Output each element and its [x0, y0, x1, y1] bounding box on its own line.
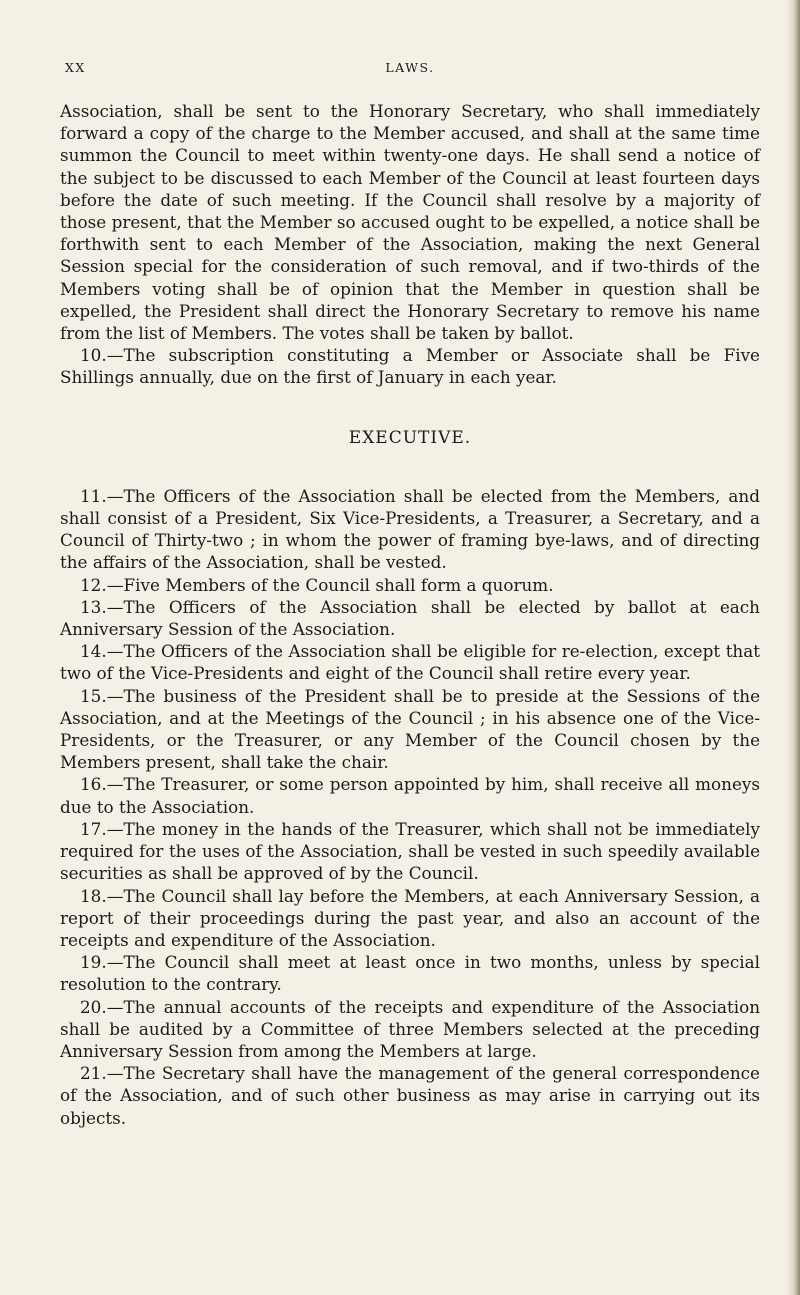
rule-13: 13.—The Officers of the Association shall be elected by ballot at each Anniversary Session of the Association.	[60, 596, 760, 640]
section-title: LAWS.	[385, 60, 435, 75]
rule-12: 12.—Five Members of the Council shall form a quorum.	[80, 574, 554, 595]
opening-paragraph: Association, shall be sent to the Honorary Secretary, who shall immediately forward a copy of the charge to the Member accused, and shall at the same time summon the Council to meet within twenty-one days. He shall send a notice of the subject to be discussed to each Member of the Council at least fourteen days before the date of such meeting. If the Council shall resolve by a majority of those present, that the Member so accused ought to be expelled, a notice shall be forthwith sent to each Member of the Association, making the next General Session special for the consideration of such removal, and if two-thirds of the Members voting shall be of opinion that the Member in question shall be expelled, the President shall direct the Honorary Secretary to remove his name from the list of Members. The votes shall be taken by ballot.	[60, 101, 760, 344]
rule-17: 17.—The money in the hands of the Treasurer, which shall not be immediately required for the uses of the Association, shall be vested in such speedily available securities as shall be approved of by the Council.	[60, 818, 760, 884]
page-body	[60, 100, 760, 1129]
rule-10: 10.—The subscription constituting a Member or Associate shall be Five Shillings annually, due on the first of January in each year.	[60, 345, 760, 388]
rule-18: 18.—The Council shall lay before the Members, at each Anniversary Session, a report of their proceedings during the past year, and also an account of the receipts and expenditure of the Association.	[60, 885, 760, 950]
rule-16: 16.—The Treasurer, or some person appointed by him, shall receive all moneys due to the Association.	[60, 774, 760, 817]
rule-11: 11.—The Officers of the Association shall be elected from the Members, and shall consist of a President, Six Vice-Presidents, a Treasurer, a Secretary, and a Council of Thirty-two ; in whom the power of framing bye-laws, and of directing the affairs of the Association, shall be vested.	[60, 485, 760, 573]
rule-20: 20.—The annual accounts of the receipts and expenditure of the Association shall be audited by a Committee of three Members selected at the preceding Anniversary Session from among the Members at large.	[60, 996, 760, 1061]
rule-14: 14.—The Officers of the Association shall be eligible for re-election, except that two of the Vice-Presidents and eight of the Council shall retire every year.	[60, 641, 760, 684]
section-heading: EXECUTIVE.	[348, 427, 472, 448]
book-page	[60, 60, 760, 1129]
page-number: XX	[65, 60, 86, 75]
rule-19: 19.—The Council shall meet at least once in two months, unless by special resolution to the contrary.	[60, 952, 760, 995]
rule-21: 21.—The Secretary shall have the management of the general correspondence of the Association, and of such other business as may arise in carrying out its objects.	[60, 1063, 760, 1128]
running-head	[60, 60, 760, 82]
rule-15: 15.—The business of the President shall be to preside at the Sessions of the Association, and at the Meetings of the Council ; in his absence one of the Vice-Presidents, or the Treasurer, or any Member of the Council chosen by the Members present, shall take the chair.	[60, 685, 760, 773]
page-edge-shadow	[786, 0, 800, 1295]
